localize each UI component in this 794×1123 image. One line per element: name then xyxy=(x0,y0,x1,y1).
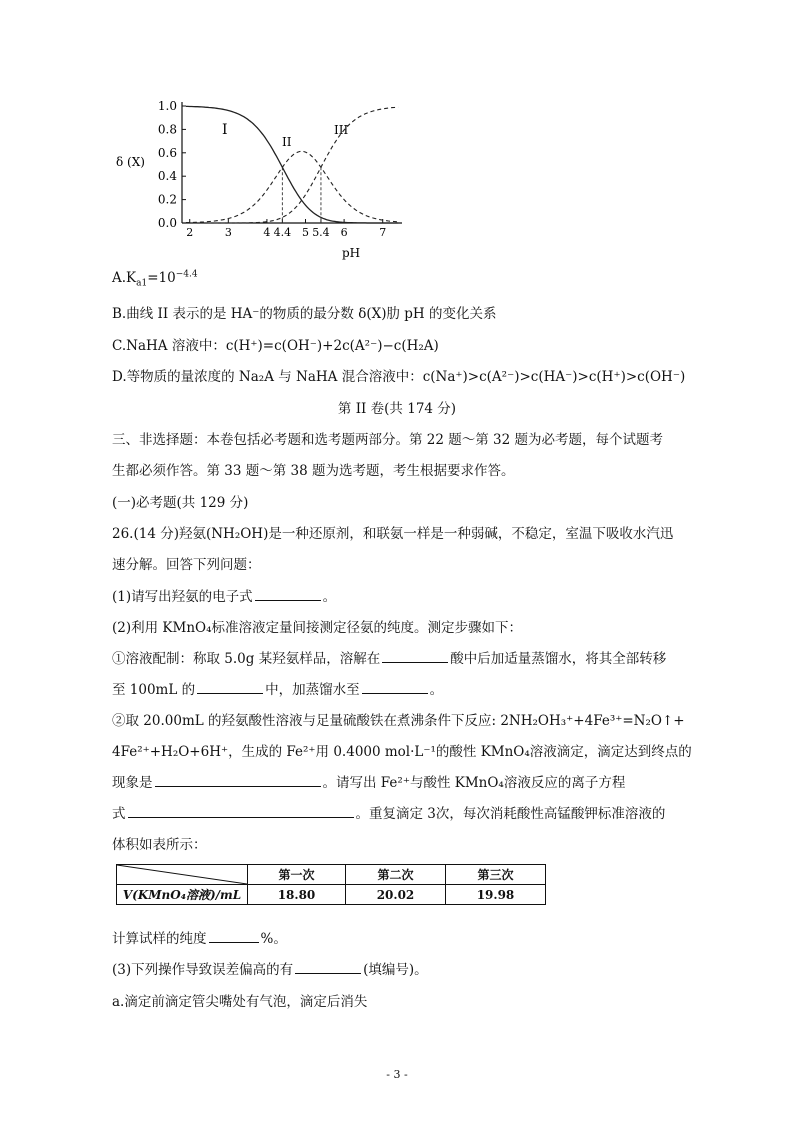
x-tick-label: 3 xyxy=(224,226,232,239)
distribution-chart xyxy=(112,92,412,262)
part3-line1: 三、非选择题：本卷包括必考题和选考题两部分。第 22 题～第 32 题为必考题，每个试题考 xyxy=(112,432,664,448)
curve-label-1: I xyxy=(222,122,228,138)
curve-label-3: III xyxy=(334,123,349,137)
y-tick-label: 0.6 xyxy=(157,145,177,160)
part3-line2: 生都必须作答。第 33 题～第 38 题为选考题，考生根据要求作答。 xyxy=(112,463,515,479)
table-header-row xyxy=(117,865,546,885)
series-II-curve xyxy=(186,151,398,222)
q26-step1-line1: ①溶液配制：称取 5.0g 某羟氨样品，溶解在 酸中后加适量蒸馏水，将其全部转移 xyxy=(112,647,666,667)
x-tick-label: 6 xyxy=(340,226,348,239)
table-cell: 18.80 xyxy=(248,885,346,905)
y-tick-label: 0.2 xyxy=(157,192,177,207)
x-tick-label: 7 xyxy=(379,226,387,239)
y-tick-label: 0.0 xyxy=(157,216,177,230)
curve-label-2: II xyxy=(282,135,292,149)
x-tick-label: 5.4 xyxy=(312,226,330,239)
answer-blank[interactable] xyxy=(255,586,321,601)
q26-step2-line3: 现象是 。请写出 Fe²⁺与酸性 KMnO₄溶液反应的离子方程 xyxy=(112,771,625,791)
answer-blank[interactable] xyxy=(197,679,263,694)
q26-step1-line2: 至 100mL 的 中，加蒸馏水至 。 xyxy=(112,678,443,698)
q26-intro-line2: 速分解。回答下列问题： xyxy=(112,557,261,573)
table-cell: 20.02 xyxy=(346,885,446,905)
answer-blank[interactable] xyxy=(155,772,321,787)
y-tick-label: 0.8 xyxy=(157,122,177,137)
q26-option-a: a.滴定前滴定管尖嘴处有气泡，滴定后消失 xyxy=(112,994,368,1010)
q26-part3: (3)下列操作导致误差偏高的有 (填编号)。 xyxy=(112,958,428,978)
q26-part2: (2)利用 KMnO₄标准溶液定量间接测定径氨的纯度。测定步骤如下： xyxy=(112,620,522,636)
chart-curves xyxy=(186,106,398,223)
option-d: D.等物质的量浓度的 Na₂A 与 NaHA 混合溶液中：c(Na⁺)>c(A²⁻)>c(HA⁻)>c(H⁺)>c(OH⁻) xyxy=(112,369,686,385)
q26-intro-line1: 26.(14 分)羟氨(NH₂OH)是一种还原剂，和联氨一样是一种弱碱，不稳定，室温下吸收水汽迅 xyxy=(112,526,674,542)
chart-axes xyxy=(182,102,402,223)
series-I-curve xyxy=(186,106,398,223)
x-tick-label: 4.4 xyxy=(273,226,292,239)
series-III-curve xyxy=(186,107,398,223)
section-title: 第 II 卷(共 174 分) xyxy=(337,401,457,417)
q26-part1: (1)请写出羟氨的电子式 。 xyxy=(112,585,336,605)
y-tick-label: 0.4 xyxy=(157,169,177,184)
table-header: 第二次 xyxy=(346,865,446,885)
x-tick-label: 4 xyxy=(263,226,271,239)
page-number: - 3 - xyxy=(386,1068,408,1081)
answer-blank[interactable] xyxy=(382,648,448,663)
q26-step2-line4: 式 。重复滴定 3次，每次消耗酸性高锰酸钾标准溶液的 xyxy=(112,802,665,822)
q26-calc: 计算试样的纯度 %。 xyxy=(112,927,287,947)
table-row-label: V(KMnO₄溶液)/mL xyxy=(117,885,248,905)
volume-table xyxy=(116,864,546,905)
q26-step2-line1: ②取 20.00mL 的羟氨酸性溶液与足量硫酸铁在煮沸条件下反应: 2NH₂OH₃⁺+4Fe³⁺=N₂O↑+ xyxy=(112,713,685,729)
y-tick-label: 1.0 xyxy=(157,99,177,113)
option-a: $A.K_{a1}=10^{-4.4}$ xyxy=(112,269,198,289)
x-tick-label: 5 xyxy=(302,226,310,239)
answer-blank[interactable] xyxy=(128,803,354,818)
x-tick-label: 2 xyxy=(186,226,194,239)
option-b: B.曲线 II 表示的是 HA⁻的物质的最分数 δ(X)肋 pH 的变化关系 xyxy=(112,306,497,322)
answer-blank[interactable] xyxy=(295,959,361,974)
table-cell: 19.98 xyxy=(446,885,546,905)
table-corner-cell xyxy=(117,865,248,885)
answer-blank[interactable] xyxy=(209,928,259,943)
part3-line3: (一)必考题(共 129 分) xyxy=(112,495,249,511)
q26-step2-line5: 体积如表所示： xyxy=(112,837,207,853)
chart-ticks xyxy=(158,99,386,239)
y-axis-label: δ (X) xyxy=(116,155,145,169)
table-header: 第三次 xyxy=(446,865,546,885)
q26-step2-line2: 4Fe²⁺+H₂O+6H⁺，生成的 Fe²⁺用 0.4000 mol·L⁻¹的酸性 KMnO₄溶液滴定，滴定达到终点的 xyxy=(112,744,692,760)
table-row xyxy=(117,885,546,905)
x-axis-label: pH xyxy=(342,246,361,260)
answer-blank[interactable] xyxy=(362,679,428,694)
diagonal-line xyxy=(117,865,247,884)
option-c: C.NaHA 溶液中：c(H⁺)=c(OH⁻)+2c(A²⁻)−c(H₂A) xyxy=(112,338,439,354)
table-header: 第一次 xyxy=(248,865,346,885)
